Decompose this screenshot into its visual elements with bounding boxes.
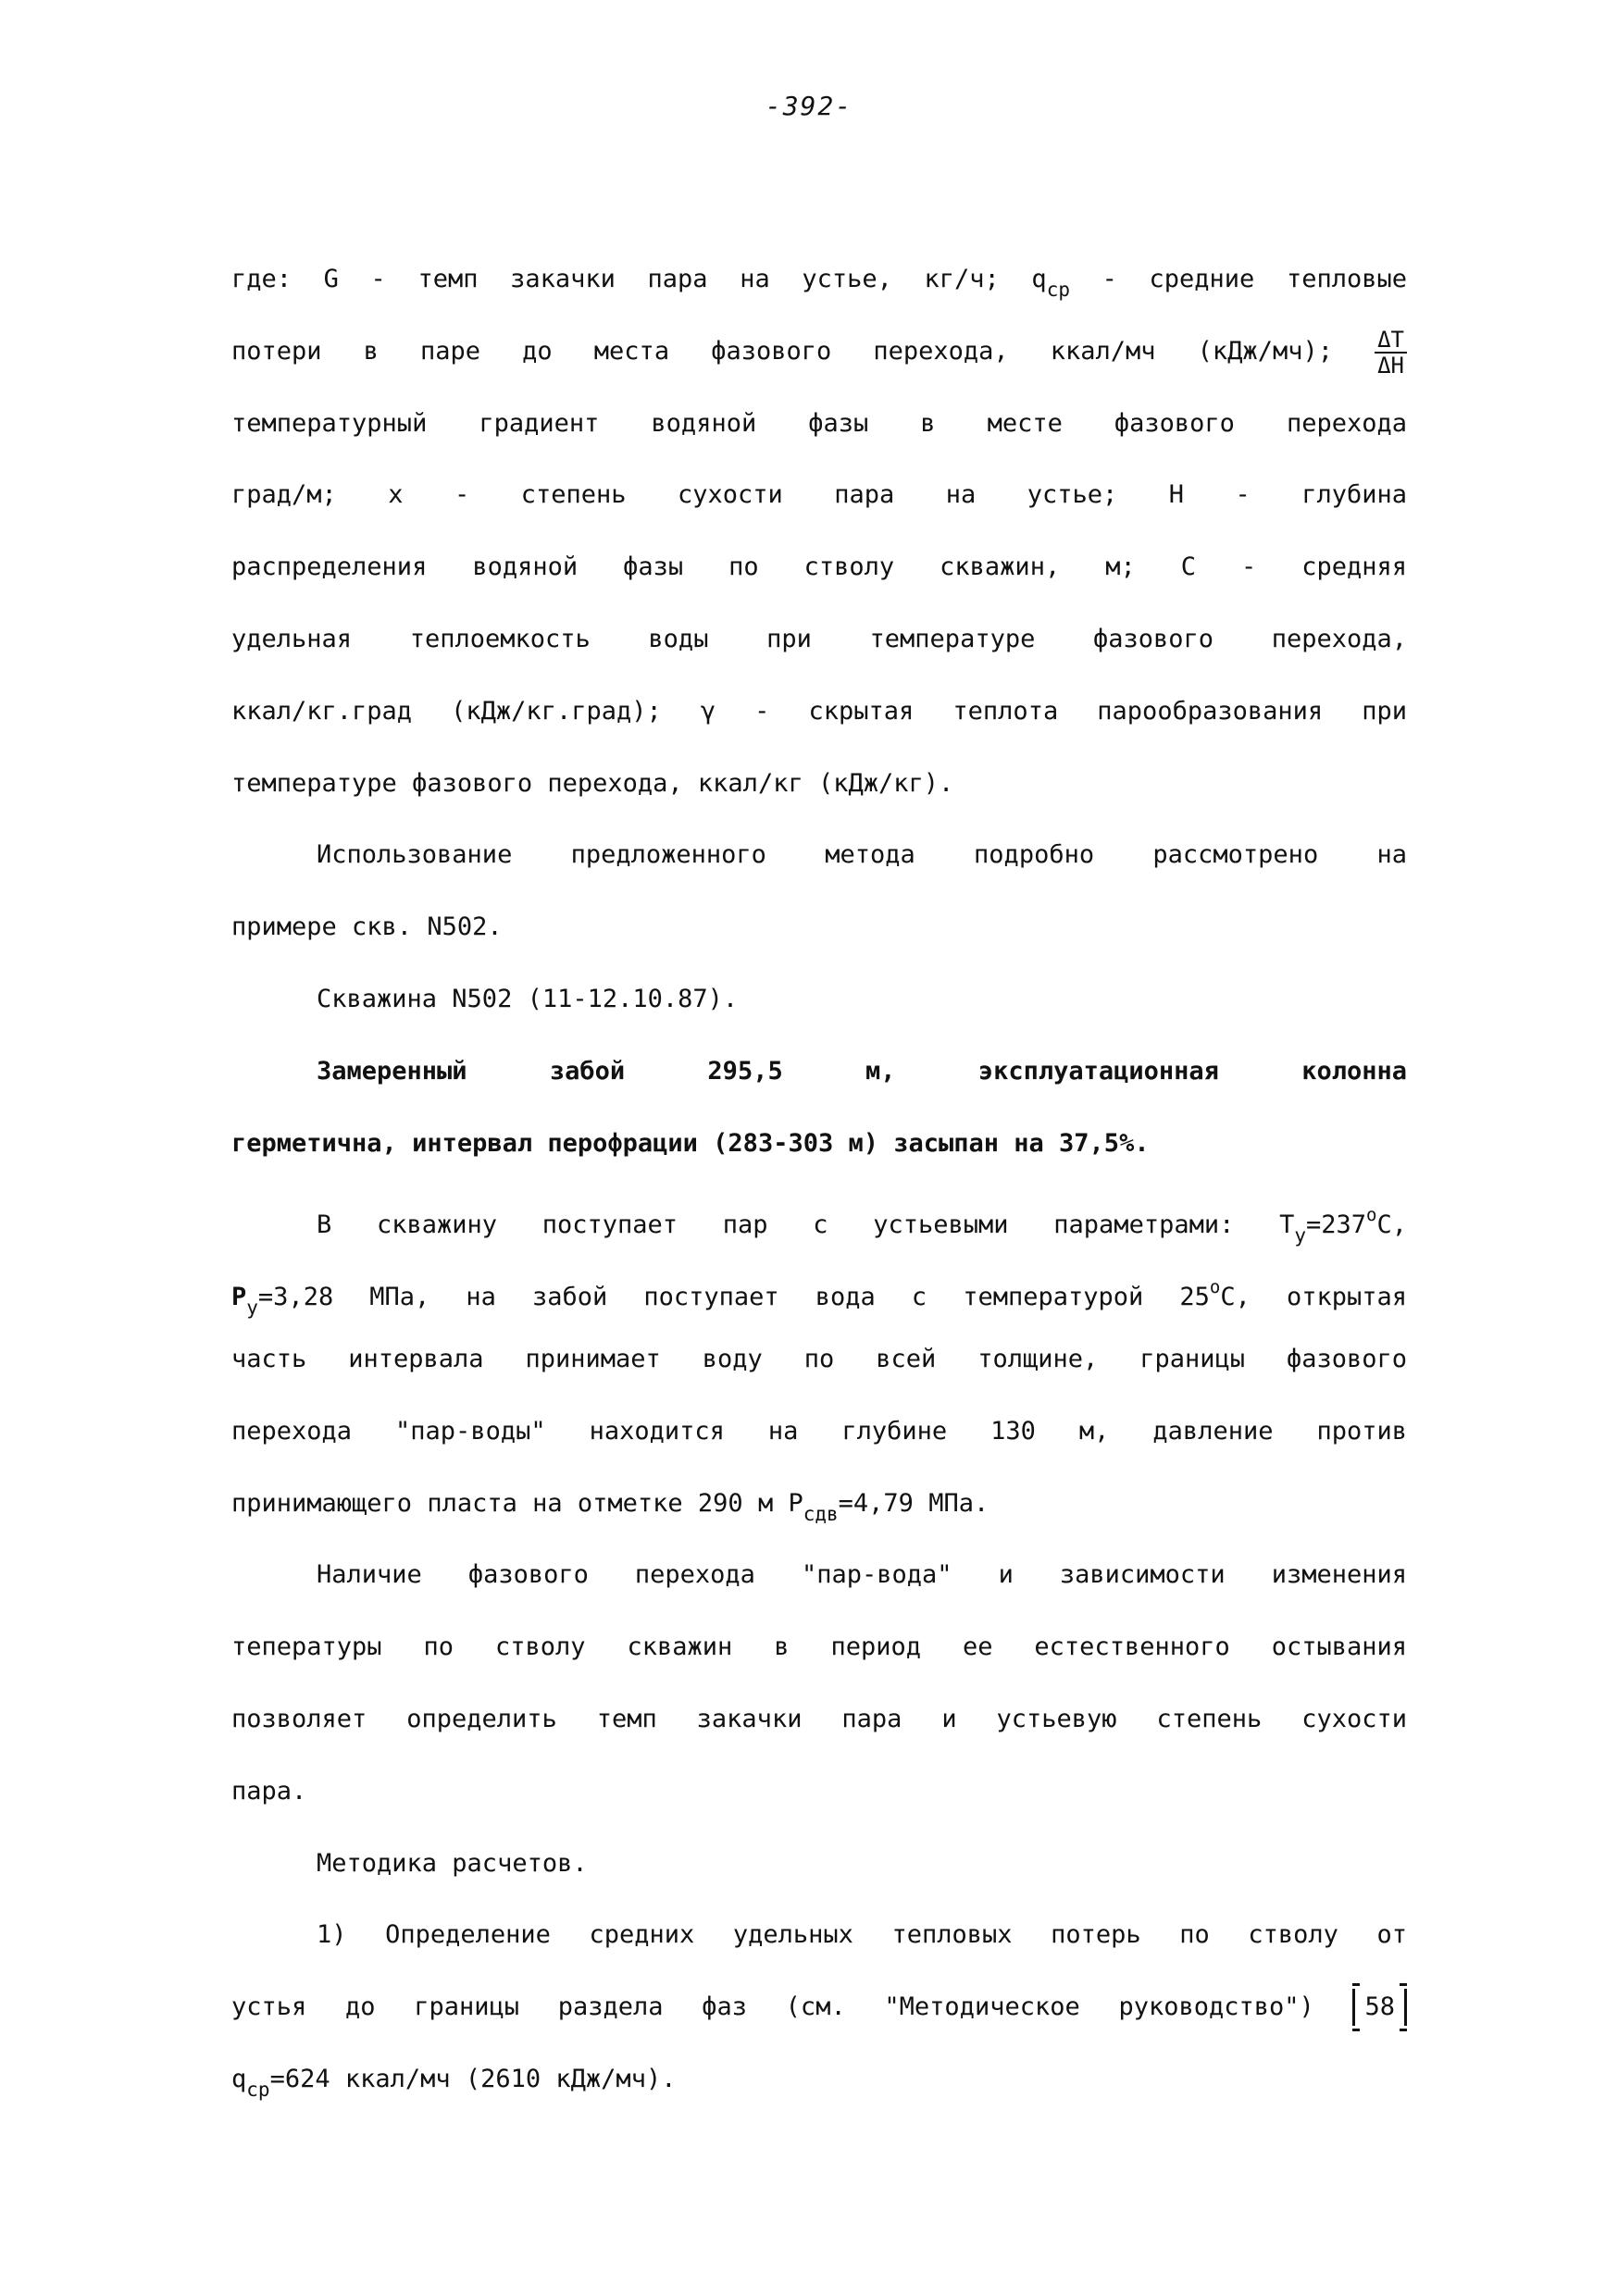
- text-line: [317, 972, 1407, 1027]
- fraction: [1375, 328, 1407, 378]
- text-line: [231, 1332, 1407, 1387]
- text-line: [231, 1116, 1407, 1172]
- text-line: [231, 900, 1407, 955]
- text-line: [231, 252, 1407, 307]
- text-run: Замеренный забой 295,5 м, эксплуатационная колонна: [317, 1057, 1407, 1086]
- text-run: часть интервала принимает воду по всей толщине, границы фазового: [231, 1345, 1407, 1373]
- text-line: [231, 756, 1407, 812]
- text-run: потери в паре до места фазового перехода, ккал/мч (кДж/мч);: [231, 337, 1375, 366]
- subscript: сдв: [803, 1503, 839, 1525]
- text-run: Наличие фазового перехода "пар-вода" и зависимости изменения: [317, 1560, 1407, 1589]
- text-run: удельная теплоемкость воды при температуре фазового перехода,: [231, 625, 1407, 653]
- text-run: Использование предложенного метода подробно рассмотрено на: [317, 840, 1407, 869]
- text-run: температурный градиент водяной фазы в месте фазового перехода: [231, 409, 1407, 438]
- text-line: [231, 1404, 1407, 1459]
- text-run: 1) Определение средних удельных тепловых потерь по стволу от: [317, 1920, 1407, 1949]
- text-run: температуре фазового перехода, ккал/кг (кДж/кг).: [231, 769, 954, 798]
- text-run: В скважину поступает пар с устьевыми параметрами: T: [317, 1210, 1295, 1239]
- text-run: =3,28 МПа, на забой поступает вода с температурой 25: [257, 1283, 1210, 1311]
- text-run: q: [231, 2065, 247, 2093]
- fraction-denominator: ΔH: [1377, 352, 1404, 379]
- text-line: [317, 1836, 1407, 1892]
- subscript: у: [1294, 1224, 1306, 1247]
- superscript: о: [1366, 1205, 1377, 1225]
- text-line: [231, 2052, 1407, 2107]
- subscript: ср: [1046, 279, 1070, 301]
- text-line: [231, 1476, 1407, 1532]
- subscript: у: [246, 1297, 258, 1319]
- text-line: [317, 1547, 1407, 1603]
- subscript: ср: [246, 2079, 270, 2101]
- text-run: P: [231, 1283, 247, 1311]
- text-line: [231, 324, 1407, 379]
- text-line: [231, 1764, 1407, 1819]
- text-run: пара.: [231, 1777, 307, 1806]
- text-run: где: G - темп закачки пара на устье, кг/ч; q: [231, 265, 1047, 293]
- text-run: =4,79 МПа.: [838, 1489, 989, 1518]
- page-number: -392-: [765, 91, 853, 121]
- text-run: принимающего пласта на отметке 290 м P: [231, 1489, 803, 1518]
- text-run: перехода "пар-воды" находится на глубине 130 м, давление против: [231, 1417, 1407, 1446]
- text-run: град/м; x - степень сухости пара на устье; H - глубина: [231, 480, 1407, 509]
- text-line: [231, 1260, 1408, 1319]
- fraction-numerator: ΔT: [1375, 328, 1407, 354]
- text-run: ккал/кг.град (кДж/кг.град); γ - скрытая теплота парообразования при: [231, 697, 1407, 726]
- text-run: С, открытая: [1220, 1283, 1408, 1311]
- text-run: =624 ккал/мч (2610 кДж/мч).: [269, 2065, 677, 2093]
- text-line: [231, 1980, 1407, 2035]
- text-run: герметична, интервал перофрации (283-303 м) засыпан на 37,5%.: [231, 1129, 1150, 1158]
- text-line: [231, 467, 1407, 523]
- superscript: о: [1209, 1277, 1221, 1297]
- text-run: распределения водяной фазы по стволу скважин, м; C - средняя: [231, 552, 1407, 581]
- citation-reference: [1352, 1989, 1407, 2026]
- text-line: [231, 540, 1407, 595]
- text-run: - средние тепловые: [1069, 265, 1407, 293]
- text-line: [317, 1187, 1407, 1247]
- text-run: Скважина N502 (11-12.10.87).: [317, 985, 739, 1013]
- text-line: [317, 1907, 1407, 1963]
- text-line: [231, 1692, 1407, 1747]
- citation-number: 58: [1364, 1992, 1395, 2021]
- text-line: [231, 612, 1407, 667]
- text-line: [231, 1620, 1407, 1675]
- text-line: [317, 1044, 1407, 1099]
- text-line: [231, 396, 1407, 452]
- text-run: Методика расчетов.: [317, 1849, 588, 1878]
- text-run: устья до границы раздела фаз (см. "Методическое руководство"): [231, 1992, 1353, 2021]
- text-line: [231, 684, 1407, 739]
- text-run: позволяет определить темп закачки пара и устьевую степень сухости: [231, 1705, 1407, 1733]
- text-run: примере скв. N502.: [231, 912, 503, 941]
- text-run: С,: [1376, 1210, 1407, 1239]
- text-run: =237: [1306, 1210, 1367, 1239]
- text-line: [317, 827, 1407, 883]
- text-run: тепературы по стволу скважин в период ее естественного остывания: [231, 1632, 1407, 1661]
